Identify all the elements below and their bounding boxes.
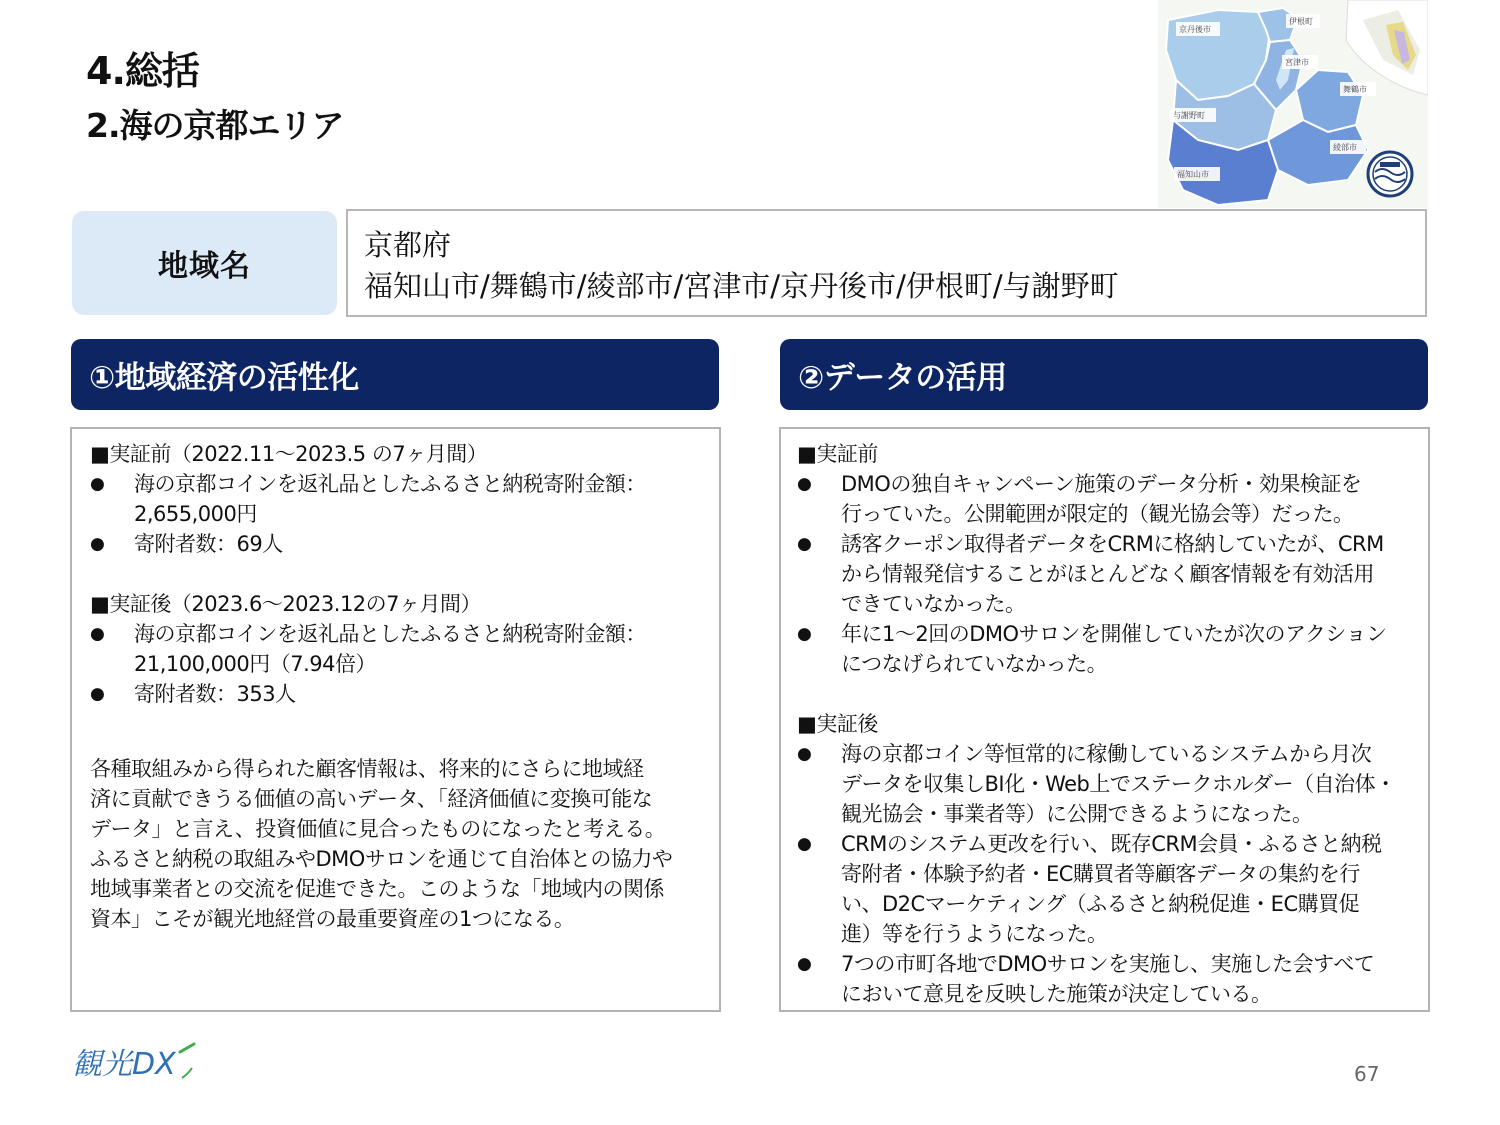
- list-item: ● 年に1～2回のDMOサロンを開催していたが次のアクション につなげられていなかった。: [797, 619, 1412, 679]
- economy-heading: ①地域経済の活性化: [71, 339, 719, 410]
- summary-paragraph: 各種取組みから得られた顧客情報は、将来的にさらに地域経 済に貢献できうる価値の高いデータ、「経済価値に変換可能な データ」と言え、投資価値に見合ったものになったと考える。 ふるさと納税の取組みやDMOサロンを通じて自治体との協力や 地域事業者との交流を促進できた。このような「地域内の関係 資本」こそが観光地経営の最重要資産の1つになる。: [90, 757, 673, 931]
- before-heading: ■実証前: [797, 442, 878, 466]
- map-label-kyotango: 京丹後市: [1179, 25, 1211, 34]
- bullet-icon: ●: [797, 834, 812, 854]
- list-item: ● 海の京都コインを返礼品としたふるさと納税寄附金額： 21,100,000円（7.94倍）: [90, 619, 701, 679]
- bullet-icon: ●: [797, 744, 812, 764]
- after-heading: ■実証後: [797, 712, 878, 736]
- list-item: ● 誘客クーポン取得者データをCRMに格納していたが、CRM から情報発信することがほとんどなく顧客情報を有効活用 できていなかった。: [797, 529, 1412, 619]
- map-label-fukuchiyama: 福知山市: [1177, 170, 1209, 179]
- before-heading: ■実証前（2022.11～2023.5 の7ヶ月間）: [90, 442, 488, 466]
- data-usage-panel: [779, 427, 1430, 1012]
- page-title: 2.海の京都エリア: [86, 106, 344, 145]
- region-value: [346, 209, 1427, 317]
- bullet-icon: ●: [90, 684, 105, 704]
- section-title: 4.総括: [86, 49, 199, 93]
- region-label: 地域名: [72, 211, 337, 315]
- economy-panel: [70, 427, 721, 1012]
- region-prefecture: 京都府: [364, 228, 452, 262]
- map-label-maizuru: 舞鶴市: [1343, 85, 1367, 94]
- data-usage-heading: ②データの活用: [780, 339, 1428, 410]
- list-item: ● 海の京都コインを返礼品としたふるさと納税寄附金額： 2,655,000円: [90, 469, 701, 529]
- kanko-dx-logo: [72, 1040, 197, 1086]
- map-label-ayabe: 綾部市: [1333, 143, 1357, 152]
- bullet-icon: ●: [797, 474, 812, 494]
- bullet-icon: ●: [797, 954, 812, 974]
- map-label-ine: 伊根町: [1289, 17, 1313, 26]
- list-item: ● CRMのシステム更改を行い、既存CRM会員・ふるさと納税 寄附者・体験予約者・EC購買者等顧客データの集約を行 い、D2Cマーケティング（ふるさと納税促進・EC購買促 進）等を行うようになった。: [797, 829, 1412, 949]
- list-item: ● DMOの独自キャンペーン施策のデータ分析・効果検証を 行っていた。公開範囲が限定的（観光協会等）だった。: [797, 469, 1412, 529]
- bullet-icon: ●: [797, 624, 812, 644]
- region-municipalities: 福知山市/舞鶴市/綾部市/宮津市/京丹後市/伊根町/与謝野町: [364, 269, 1119, 303]
- after-heading: ■実証後（2023.6～2023.12の7ヶ月間）: [90, 592, 482, 616]
- list-item: ● 7つの市町各地でDMOサロンを実施し、実施した会すべて において意見を反映した施策が決定している。: [797, 949, 1412, 1009]
- bullet-icon: ●: [90, 534, 105, 554]
- bullet-icon: ●: [90, 474, 105, 494]
- list-item: ● 寄附者数：353人: [90, 679, 701, 709]
- list-item: ● 寄附者数：69人: [90, 529, 701, 559]
- map-label-miyazu: 宮津市: [1285, 58, 1309, 67]
- bullet-icon: ●: [797, 534, 812, 554]
- bullet-icon: ●: [90, 624, 105, 644]
- area-map: [1158, 0, 1428, 208]
- list-item: ● 海の京都コイン等恒常的に稼働しているシステムから月次 データを収集しBI化・Web上でステークホルダー（自治体・ 観光協会・事業者等）に公開できるようになった。: [797, 739, 1412, 829]
- map-label-yosano: 与謝野町: [1173, 111, 1205, 120]
- page-number: 67: [1354, 1062, 1380, 1086]
- svg-text:観光DX: 観光DX: [72, 1047, 176, 1082]
